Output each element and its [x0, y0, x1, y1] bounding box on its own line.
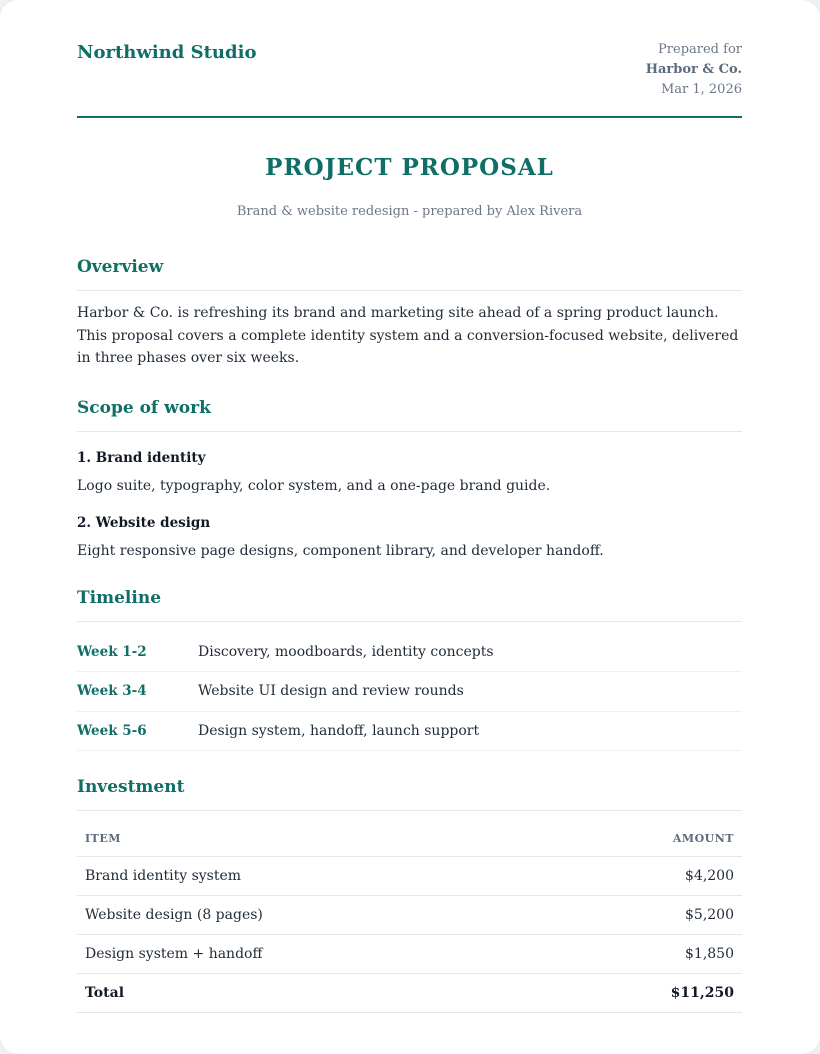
- document-subtitle: Brand & website redesign - prepared by Alex Rivera: [236, 204, 583, 219]
- investment-heading: Investment: [77, 775, 742, 811]
- timeline-task: Discovery, moodboards, identity concepts: [198, 643, 494, 660]
- line-amount: $4,200: [549, 857, 742, 896]
- total-amount: $11,250: [549, 974, 742, 1013]
- document-header: [77, 38, 742, 118]
- document-title: PROJECT PROPOSAL: [265, 154, 554, 181]
- timeline-heading: Timeline: [77, 586, 742, 622]
- prepared-for-label: Prepared for: [658, 42, 742, 57]
- line-item: Design system + handoff: [77, 935, 549, 974]
- timeline-row: [77, 672, 742, 712]
- line-item: Website design (8 pages): [77, 896, 549, 935]
- amount-column-header: AMOUNT: [549, 821, 742, 857]
- table-row: [77, 935, 742, 974]
- line-amount: $5,200: [549, 896, 742, 935]
- investment-section: [77, 775, 742, 1013]
- scope-heading: Scope of work: [77, 396, 742, 432]
- prepared-for-block: [646, 40, 742, 100]
- total-row: [77, 974, 742, 1013]
- timeline-section: [77, 586, 742, 752]
- timeline-list: [77, 633, 742, 752]
- timeline-task: Website UI design and review rounds: [198, 683, 464, 700]
- scope-section: [77, 396, 742, 561]
- table-row: [77, 857, 742, 896]
- table-header-row: [77, 821, 742, 857]
- total-label: Total: [77, 974, 549, 1013]
- scope-item: [77, 448, 742, 496]
- overview-heading: Overview: [77, 255, 742, 291]
- investment-table: [77, 821, 742, 1013]
- scope-item-title: 1. Brand identity: [77, 449, 206, 466]
- timeline-task: Design system, handoff, launch support: [198, 722, 480, 739]
- timeline-row: [77, 633, 742, 673]
- scope-item-description: Logo suite, typography, color system, and a one-page brand guide.: [77, 477, 551, 494]
- table-row: [77, 896, 742, 935]
- scope-item-description: Eight responsive page designs, component library, and developer handoff.: [77, 542, 604, 559]
- client-name: Harbor & Co.: [645, 62, 742, 77]
- line-amount: $1,850: [549, 935, 742, 974]
- brand-name: Northwind Studio: [77, 42, 257, 63]
- item-column-header: ITEM: [77, 821, 549, 857]
- timeline-row: [77, 712, 742, 752]
- timeline-week: Week 1-2: [77, 643, 147, 660]
- line-item: Brand identity system: [77, 857, 549, 896]
- scope-item: [77, 513, 742, 561]
- overview-section: [77, 255, 742, 370]
- timeline-week: Week 5-6: [77, 722, 147, 739]
- proposal-date: Mar 1, 2026: [660, 82, 742, 97]
- scope-item-title: 2. Website design: [77, 514, 211, 531]
- overview-text: Harbor & Co. is refreshing its brand and marketing site ahead of a spring product launch. This proposal covers a complete identity system and a conversion-focused website, delivered in three phases over six weeks.: [77, 305, 739, 366]
- timeline-week: Week 3-4: [77, 683, 147, 700]
